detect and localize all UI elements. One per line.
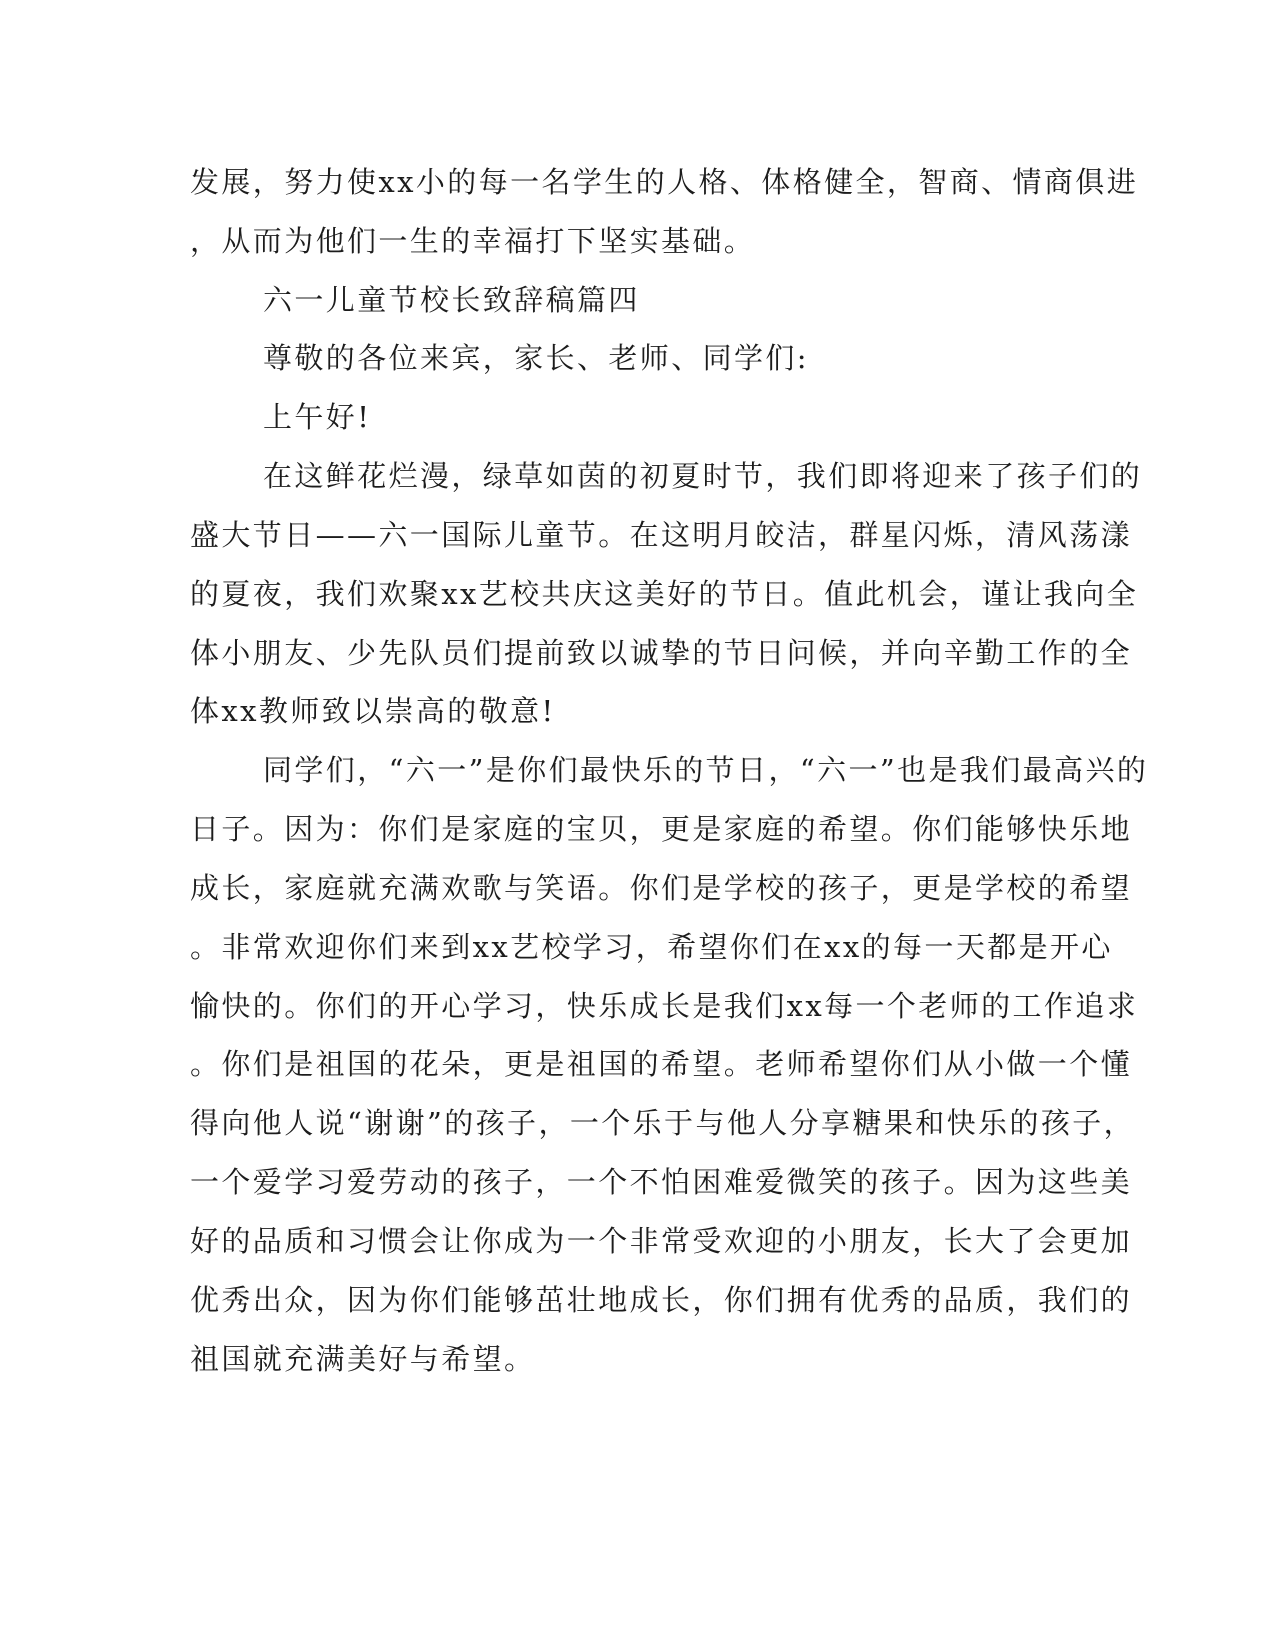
paragraph-line: 体xx教师致以崇高的敬意! — [190, 694, 556, 728]
paragraph-line: 盛大节日——六一国际儿童节。在这明月皎洁，群星闪烁，清风荡漾 — [190, 518, 1133, 552]
paragraph-line: 发展，努力使xx小的每一名学生的人格、体格健全，智商、情商俱进 — [190, 165, 1139, 199]
paragraph-line: 体小朋友、少先队员们提前致以诚挚的节日问候，并向辛勤工作的全 — [190, 636, 1133, 670]
paragraph-line: 同学们，“六一”是你们最快乐的节日，“六一”也是我们最高兴的 — [263, 753, 1149, 787]
paragraph-line: 日子。因为：你们是家庭的宝贝，更是家庭的希望。你们能够快乐地 — [190, 812, 1133, 846]
paragraph-line: 在这鲜花烂漫，绿草如茵的初夏时节，我们即将迎来了孩子们的 — [263, 459, 1143, 493]
paragraph-line: 。你们是祖国的花朵，更是祖国的希望。老师希望你们从小做一个懂 — [190, 1047, 1133, 1081]
paragraph-line: ，从而为他们一生的幸福打下坚实基础。 — [190, 224, 756, 258]
paragraph-line: 愉快的。你们的开心学习，快乐成长是我们xx每一个老师的工作追求 — [190, 989, 1139, 1023]
greeting: 上午好! — [263, 400, 372, 434]
paragraph-line: 得向他人说“谢谢”的孩子，一个乐于与他人分享糖果和快乐的孩子， — [190, 1106, 1136, 1140]
paragraph-line: 好的品质和习惯会让你成为一个非常受欢迎的小朋友，长大了会更加 — [190, 1224, 1133, 1258]
paragraph-line: 祖国就充满美好与希望。 — [190, 1342, 536, 1376]
section-heading: 六一儿童节校长致辞稿篇四 — [263, 283, 640, 317]
paragraph-line: 。非常欢迎你们来到xx艺校学习，希望你们在xx的每一天都是开心 — [190, 930, 1113, 964]
paragraph-line: 一个爱学习爱劳动的孩子，一个不怕困难爱微笑的孩子。因为这些美 — [190, 1165, 1133, 1199]
salutation: 尊敬的各位来宾，家长、老师、同学们: — [263, 341, 809, 375]
paragraph-line: 的夏夜，我们欢聚xx艺校共庆这美好的节日。值此机会，谨让我向全 — [190, 577, 1139, 611]
paragraph-line: 优秀出众，因为你们能够茁壮地成长，你们拥有优秀的品质，我们的 — [190, 1283, 1133, 1317]
paragraph-line: 成长，家庭就充满欢歌与笑语。你们是学校的孩子，更是学校的希望 — [190, 871, 1133, 905]
